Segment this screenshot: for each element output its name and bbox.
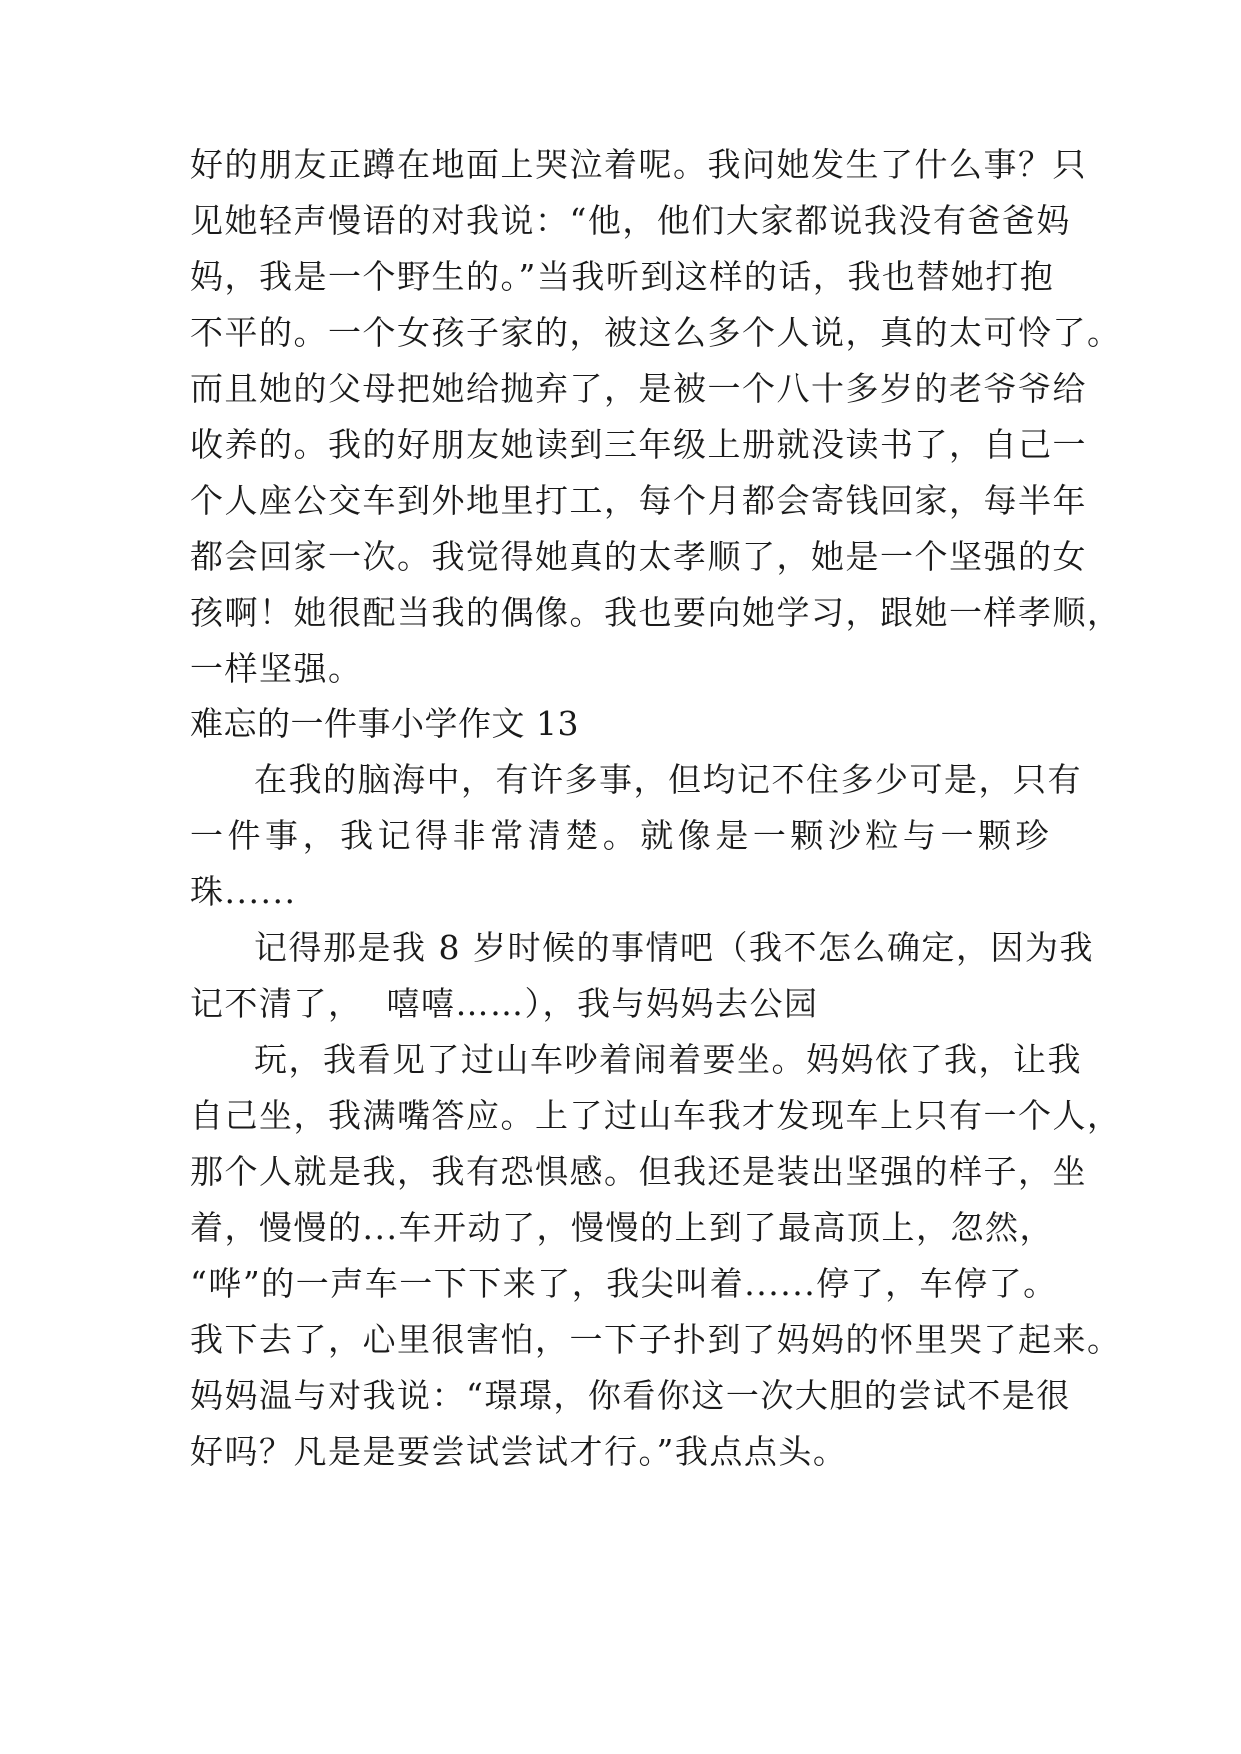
text-line: 玩，我看见了过山车吵着闹着要坐。妈妈依了我，让我	[254, 1040, 1082, 1079]
text-line: 不平的。一个女孩子家的，被这么多个人说，真的太可怜了。	[190, 313, 1122, 352]
text-line: 一件事，我记得非常清楚。就像是一颗沙粒与一颗珍	[190, 816, 1050, 855]
text-line: 珠......	[190, 872, 297, 911]
text-line: 着，慢慢的...车开动了，慢慢的上到了最高顶上，忽然，	[190, 1208, 1054, 1247]
text-line: 都会回家一次。我觉得她真的太孝顺了，她是一个坚强的女	[190, 537, 1087, 576]
text-line: 见她轻声慢语的对我说：“他，他们大家都说我没有爸爸妈	[190, 201, 1071, 240]
text-line: 记不清了， 嘻嘻……），我与妈妈去公园	[190, 984, 819, 1023]
text-line: 妈，我是一个野生的。”当我听到这样的话，我也替她打抱	[190, 257, 1055, 296]
text-line: 好吗？凡是是要尝试尝试才行。”我点点头。	[190, 1432, 848, 1471]
text-line: 记得那是我 8 岁时候的事情吧（我不怎么确定，因为我	[254, 928, 1094, 967]
text-line: 好的朋友正蹲在地面上哭泣着呢。我问她发生了什么事？只	[190, 145, 1087, 184]
text-line: 一样坚强。	[190, 649, 363, 688]
text-line: 个人座公交车到外地里打工，每个月都会寄钱回家，每半年	[190, 481, 1087, 520]
text-line: “哗”的一声车一下下来了，我尖叫着......停了，车停了。	[190, 1264, 1058, 1303]
text-line: 收养的。我的好朋友她读到三年级上册就没读书了，自己一	[190, 425, 1087, 464]
text-line: 在我的脑海中，有许多事，但均记不住多少可是，只有	[254, 760, 1082, 799]
text-line: 那个人就是我，我有恐惧感。但我还是装出坚强的样子，坐	[190, 1152, 1087, 1191]
text-line: 我下去了，心里很害怕，一下子扑到了妈妈的怀里哭了起来。	[190, 1320, 1122, 1359]
text-line: 而且她的父母把她给抛弃了，是被一个八十多岁的老爷爷给	[190, 369, 1087, 408]
text-line: 孩啊！她很配当我的偶像。我也要向她学习，跟她一样孝顺，	[190, 593, 1122, 632]
section-heading: 难忘的一件事小学作文 13	[190, 704, 579, 743]
text-line: 妈妈温与对我说：“璟璟，你看你这一次大胆的尝试不是很	[190, 1376, 1071, 1415]
text-line: 自己坐，我满嘴答应。上了过山车我才发现车上只有一个人，	[190, 1096, 1122, 1135]
